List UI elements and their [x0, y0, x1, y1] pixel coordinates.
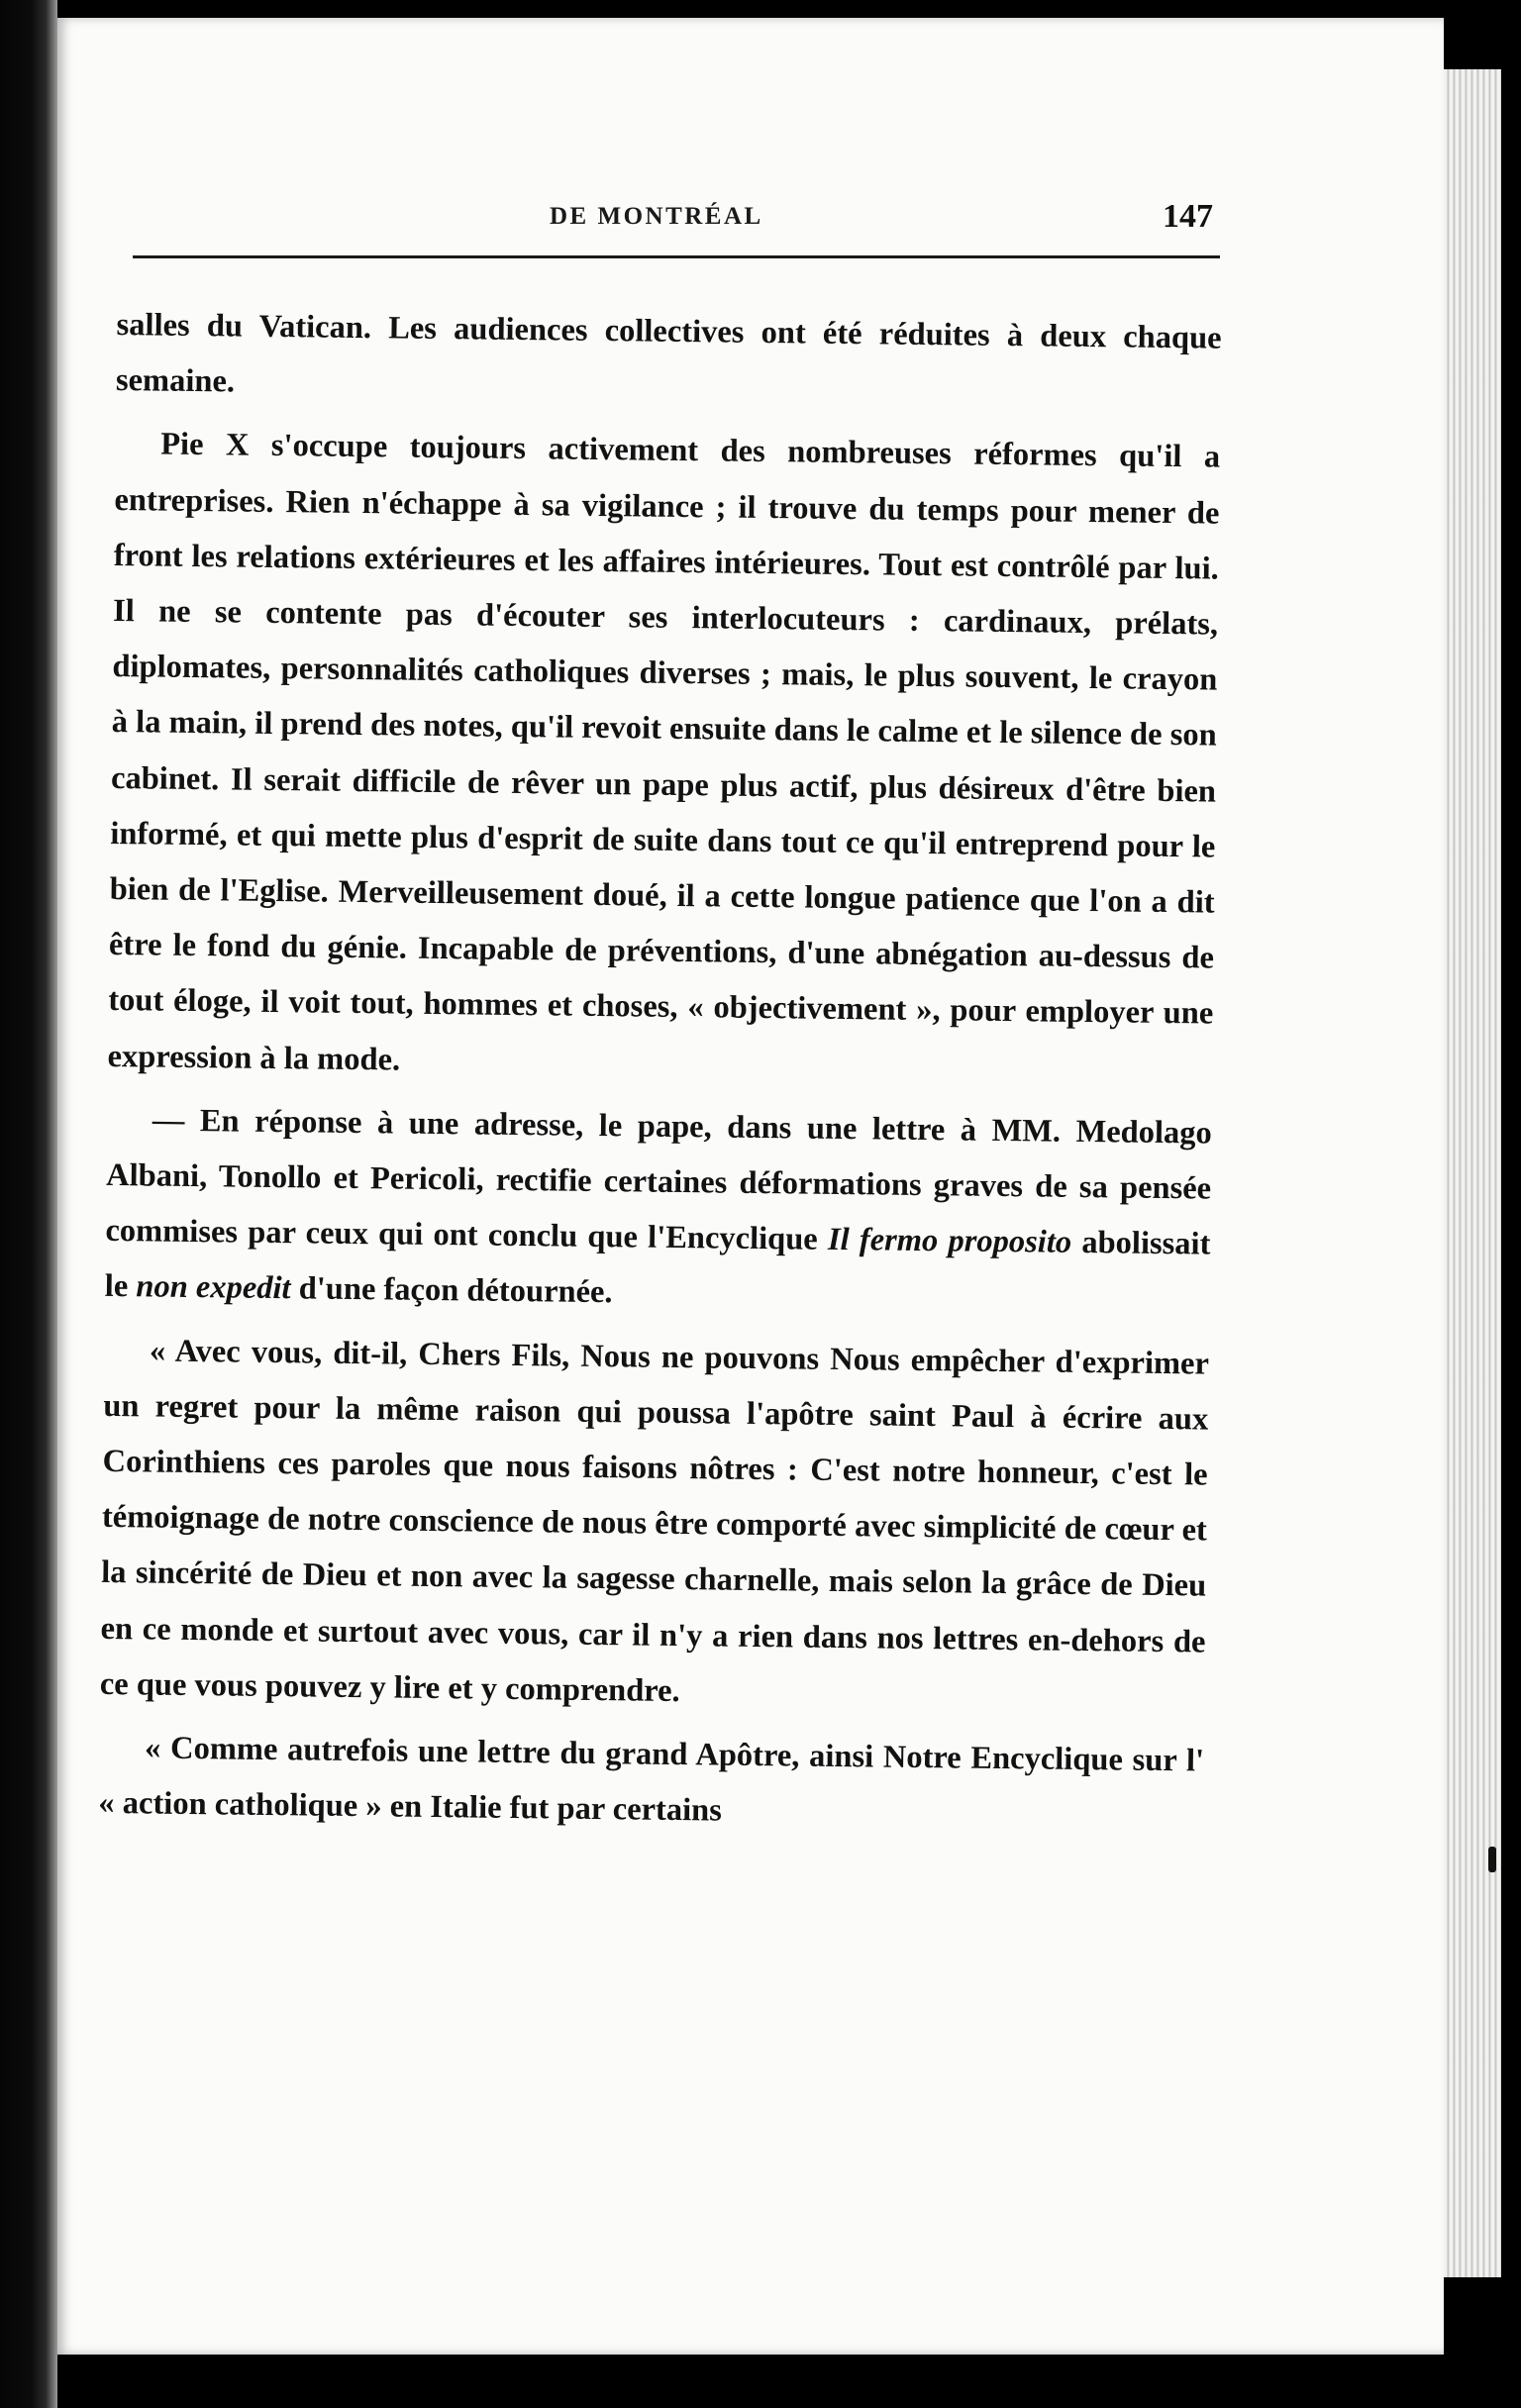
body-text	[98, 297, 1222, 1853]
paragraph-4: « Avec vous, dit-il, Chers Fils, Nous ne pouvons Nous empêcher d'exprimer un regret pour la même raison qui poussa l'apôtre saint Paul à écrire aux Corinthiens ces paroles que nous faisons nôtres : C'est notre honneur, c'est le témoignage de notre conscience de nous être comporté avec simplicité de cœur et la sincérité de Dieu et non avec la sagesse charnelle, mais selon la grâce de Dieu en ce monde et surtout avec vous, car il n'y a rien dans nos lettres en-dehors de ce que vous pouvez y lire et y comprendre.	[99, 1333, 1210, 1709]
header-rule	[133, 255, 1220, 258]
paragraph-3-end: d'une façon détournée.	[290, 1270, 613, 1311]
paragraph-2: Pie X s'occupe toujours activement des nombreuses réformes qu'il a entreprises. Rien n'échappe à sa vigilance ; il trouve du temps pour mener de front les relations extérieures et les affaires intérieures. Tout est contrôlé par lui. Il ne se contente pas d'écouter ses interlocuteurs : cardinaux, prélats, diplomates, personnalités catholiques diverses ; mais, le plus souvent, le crayon à la main, il prend des notes, qu'il revoit ensuite dans le calme et le silence de son cabinet. Il serait difficile de rêver un pape plus actif, plus désireux d'être bien informé, et qui mette plus d'esprit de suite dans tout ce qu'il entreprend pour le bien de l'Eglise. Merveilleusement doué, il a cette longue patience que l'on a dit être le fond du génie. Incapable de préventions, d'une abnégation au-dessus de tout éloge, il voit tout, hommes et choses, « objectivement », pour employer une expression à la mode.	[107, 426, 1221, 1078]
paragraph-3	[104, 1092, 1212, 1328]
paragraph-3-start: — En réponse à une adresse, le pape, dans une lettre à MM. Medolago Albani, Tonollo et Pericoli, rectifie certaines déformations graves de sa pensée commises par ceux qui ont conclu que l'Encyclique	[105, 1102, 1212, 1258]
running-head: DE MONTRÉAL	[550, 203, 763, 230]
latin-term: non expedit	[136, 1268, 291, 1307]
page-edge-mark	[1488, 1847, 1496, 1872]
paragraph-1: salles du Vatican. Les audiences collectives ont été réduites à deux chaque semaine.	[115, 306, 1222, 400]
scanner-right-border	[1501, 0, 1521, 2408]
encyclical-title: Il fermo proposito	[827, 1222, 1072, 1261]
scanner-left-border	[0, 0, 57, 2408]
paragraph-5: « Comme autrefois une lettre du grand Apôtre, ainsi Notre Encyclique sur l' « action catholique » en Italie fut par certains	[98, 1730, 1205, 1829]
paragraph-3-middle: abolissait le	[104, 1225, 1211, 1305]
page-number: 147	[1163, 198, 1213, 235]
page-edges	[1444, 69, 1501, 2277]
